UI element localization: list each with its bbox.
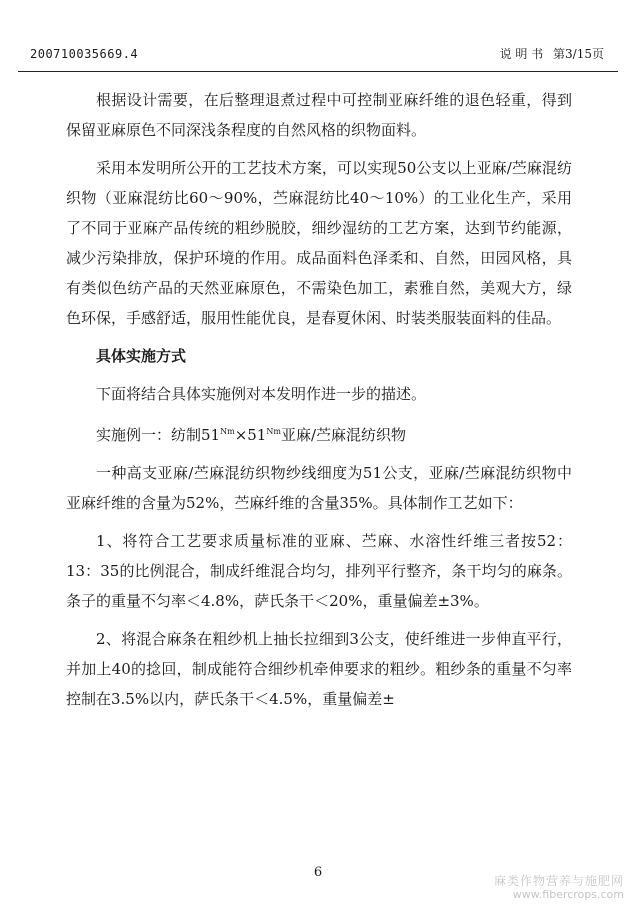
paragraph: 1、将符合工艺要求质量标准的亚麻、苎麻、水溶性纤维三者按52：13：35的比例混合，制成纤维混合均匀，排列平行整齐，条干均匀的麻条。条子的重量不匀率＜4.8%，萨氏条干＜20%，重量偏差±3%。: [66, 532, 572, 610]
section-heading: 具体实施方式: [96, 347, 187, 365]
watermark-title: 麻类作物营养与施肥网: [493, 874, 624, 888]
header-rule: [18, 71, 618, 72]
document-number: 200710035669.4: [30, 47, 139, 61]
unit-superscript: Nm: [220, 427, 235, 436]
page-number: 6: [313, 865, 323, 880]
example-title: 实施例一：纺制$51^{Nm}\times 51^{Nm}$亚麻/苎麻混纺织物: [96, 426, 406, 444]
paragraph: 一种高支亚麻/苎麻混纺织物纱线细度为51公支，亚麻/苎麻混纺织物中亚麻纤维的含量为52%，苎麻纤维的含量35%。具体制作工艺如下：: [66, 464, 572, 512]
paragraph: 2、将混合麻条在粗纱机上抽长拉细到3公支，使纤维进一步伸直平行，并加上40的捻回，制成能符合细纱机牵伸要求的粗纱。粗纱条的重量不匀率控制在3.5%以内，萨氏条干＜4.5%，重量偏差±: [66, 630, 572, 708]
watermark: [494, 875, 624, 901]
paragraph: 下面将结合具体实施例对本发明作进一步的描述。: [96, 385, 427, 403]
document-type: 说 明 书: [499, 47, 544, 61]
page-header: [30, 44, 604, 64]
document-body: [66, 85, 572, 714]
paragraph: 根据设计需要，在后整理退煮过程中可控制亚麻纤维的退色轻重，得到保留亚麻原色不同深浅条程度的自然风格的织物面料。: [66, 91, 572, 139]
unit-superscript: Nm: [266, 427, 281, 436]
paragraph: 采用本发明所公开的工艺技术方案，可以实现50公支以上亚麻/苎麻混纺织物（亚麻混纺比60～90%，苎麻混纺比40～10%）的工业化生产，采用了不同于亚麻产品传统的粗纱脱胶，细纱湿纺的工艺方案，达到节约能源，减少污染排放，保护环境的作用。成品面料色泽柔和、自然，田园风格，具有类似色纺产品的天然亚麻原色，不需染色加工，素雅自然，美观大方，绿色环保，手感舒适，服用性能优良，是春夏休闲、时装类服装面料的佳品。: [66, 159, 572, 327]
page-info: 第3/15页: [553, 47, 604, 61]
header-right: [494, 44, 604, 64]
watermark-url: www.fibercrops.com: [512, 888, 624, 901]
